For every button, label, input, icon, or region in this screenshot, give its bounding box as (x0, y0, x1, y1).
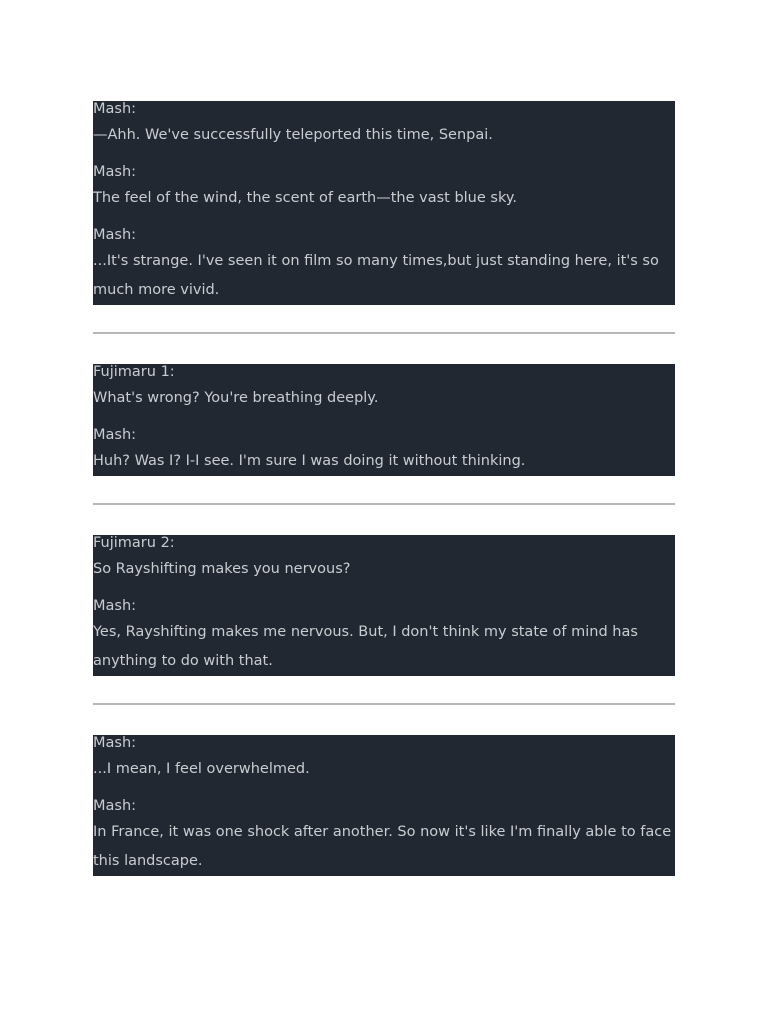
speaker-name: Fujimaru 2: (93, 535, 175, 551)
section-divider (93, 703, 675, 705)
dialogue-text: Yes, Rayshifting makes me nervous. But, I don't think my state of mind has anything to do with that. (93, 624, 638, 669)
dialogue-text: Huh? Was I? I-I see. I'm sure I was doing it without thinking. (93, 453, 526, 469)
dialogue-text: ...I mean, I feel overwhelmed. (93, 761, 310, 777)
dialogue-list (93, 101, 675, 876)
speaker-name: Mash: (93, 598, 137, 614)
speaker-name: Mash: (93, 101, 137, 117)
dialogue-block (93, 101, 675, 305)
dialogue-text: In France, it was one shock after another. So now it's like I'm finally able to face this landscape. (93, 824, 672, 869)
dialogue-line (93, 227, 675, 305)
dialogue-block (93, 735, 675, 876)
dialogue-line (93, 735, 675, 784)
dialogue-line (93, 427, 675, 476)
speaker-name: Mash: (93, 227, 137, 243)
dialogue-block (93, 364, 675, 476)
dialogue-line (93, 535, 675, 584)
dialogue-text: —Ahh. We've successfully teleported this time, Senpai. (93, 127, 493, 143)
section-divider (93, 332, 675, 334)
dialogue-text: ...It's strange. I've seen it on film so many times,but just standing here, it's so much more vivid. (93, 253, 659, 298)
speaker-name: Mash: (93, 798, 137, 814)
dialogue-line (93, 101, 675, 150)
dialogue-line (93, 364, 675, 413)
dialogue-line (93, 164, 675, 213)
dialogue-text: So Rayshifting makes you nervous? (93, 561, 351, 577)
speaker-name: Mash: (93, 735, 137, 751)
speaker-name: Fujimaru 1: (93, 364, 175, 380)
dialogue-text: What's wrong? You're breathing deeply. (93, 390, 379, 406)
section-divider (93, 503, 675, 505)
speaker-name: Mash: (93, 164, 137, 180)
dialogue-line (93, 598, 675, 676)
dialogue-text: The feel of the wind, the scent of earth—the vast blue sky. (93, 190, 517, 206)
dialogue-block (93, 535, 675, 676)
dialogue-line (93, 798, 675, 876)
speaker-name: Mash: (93, 427, 137, 443)
